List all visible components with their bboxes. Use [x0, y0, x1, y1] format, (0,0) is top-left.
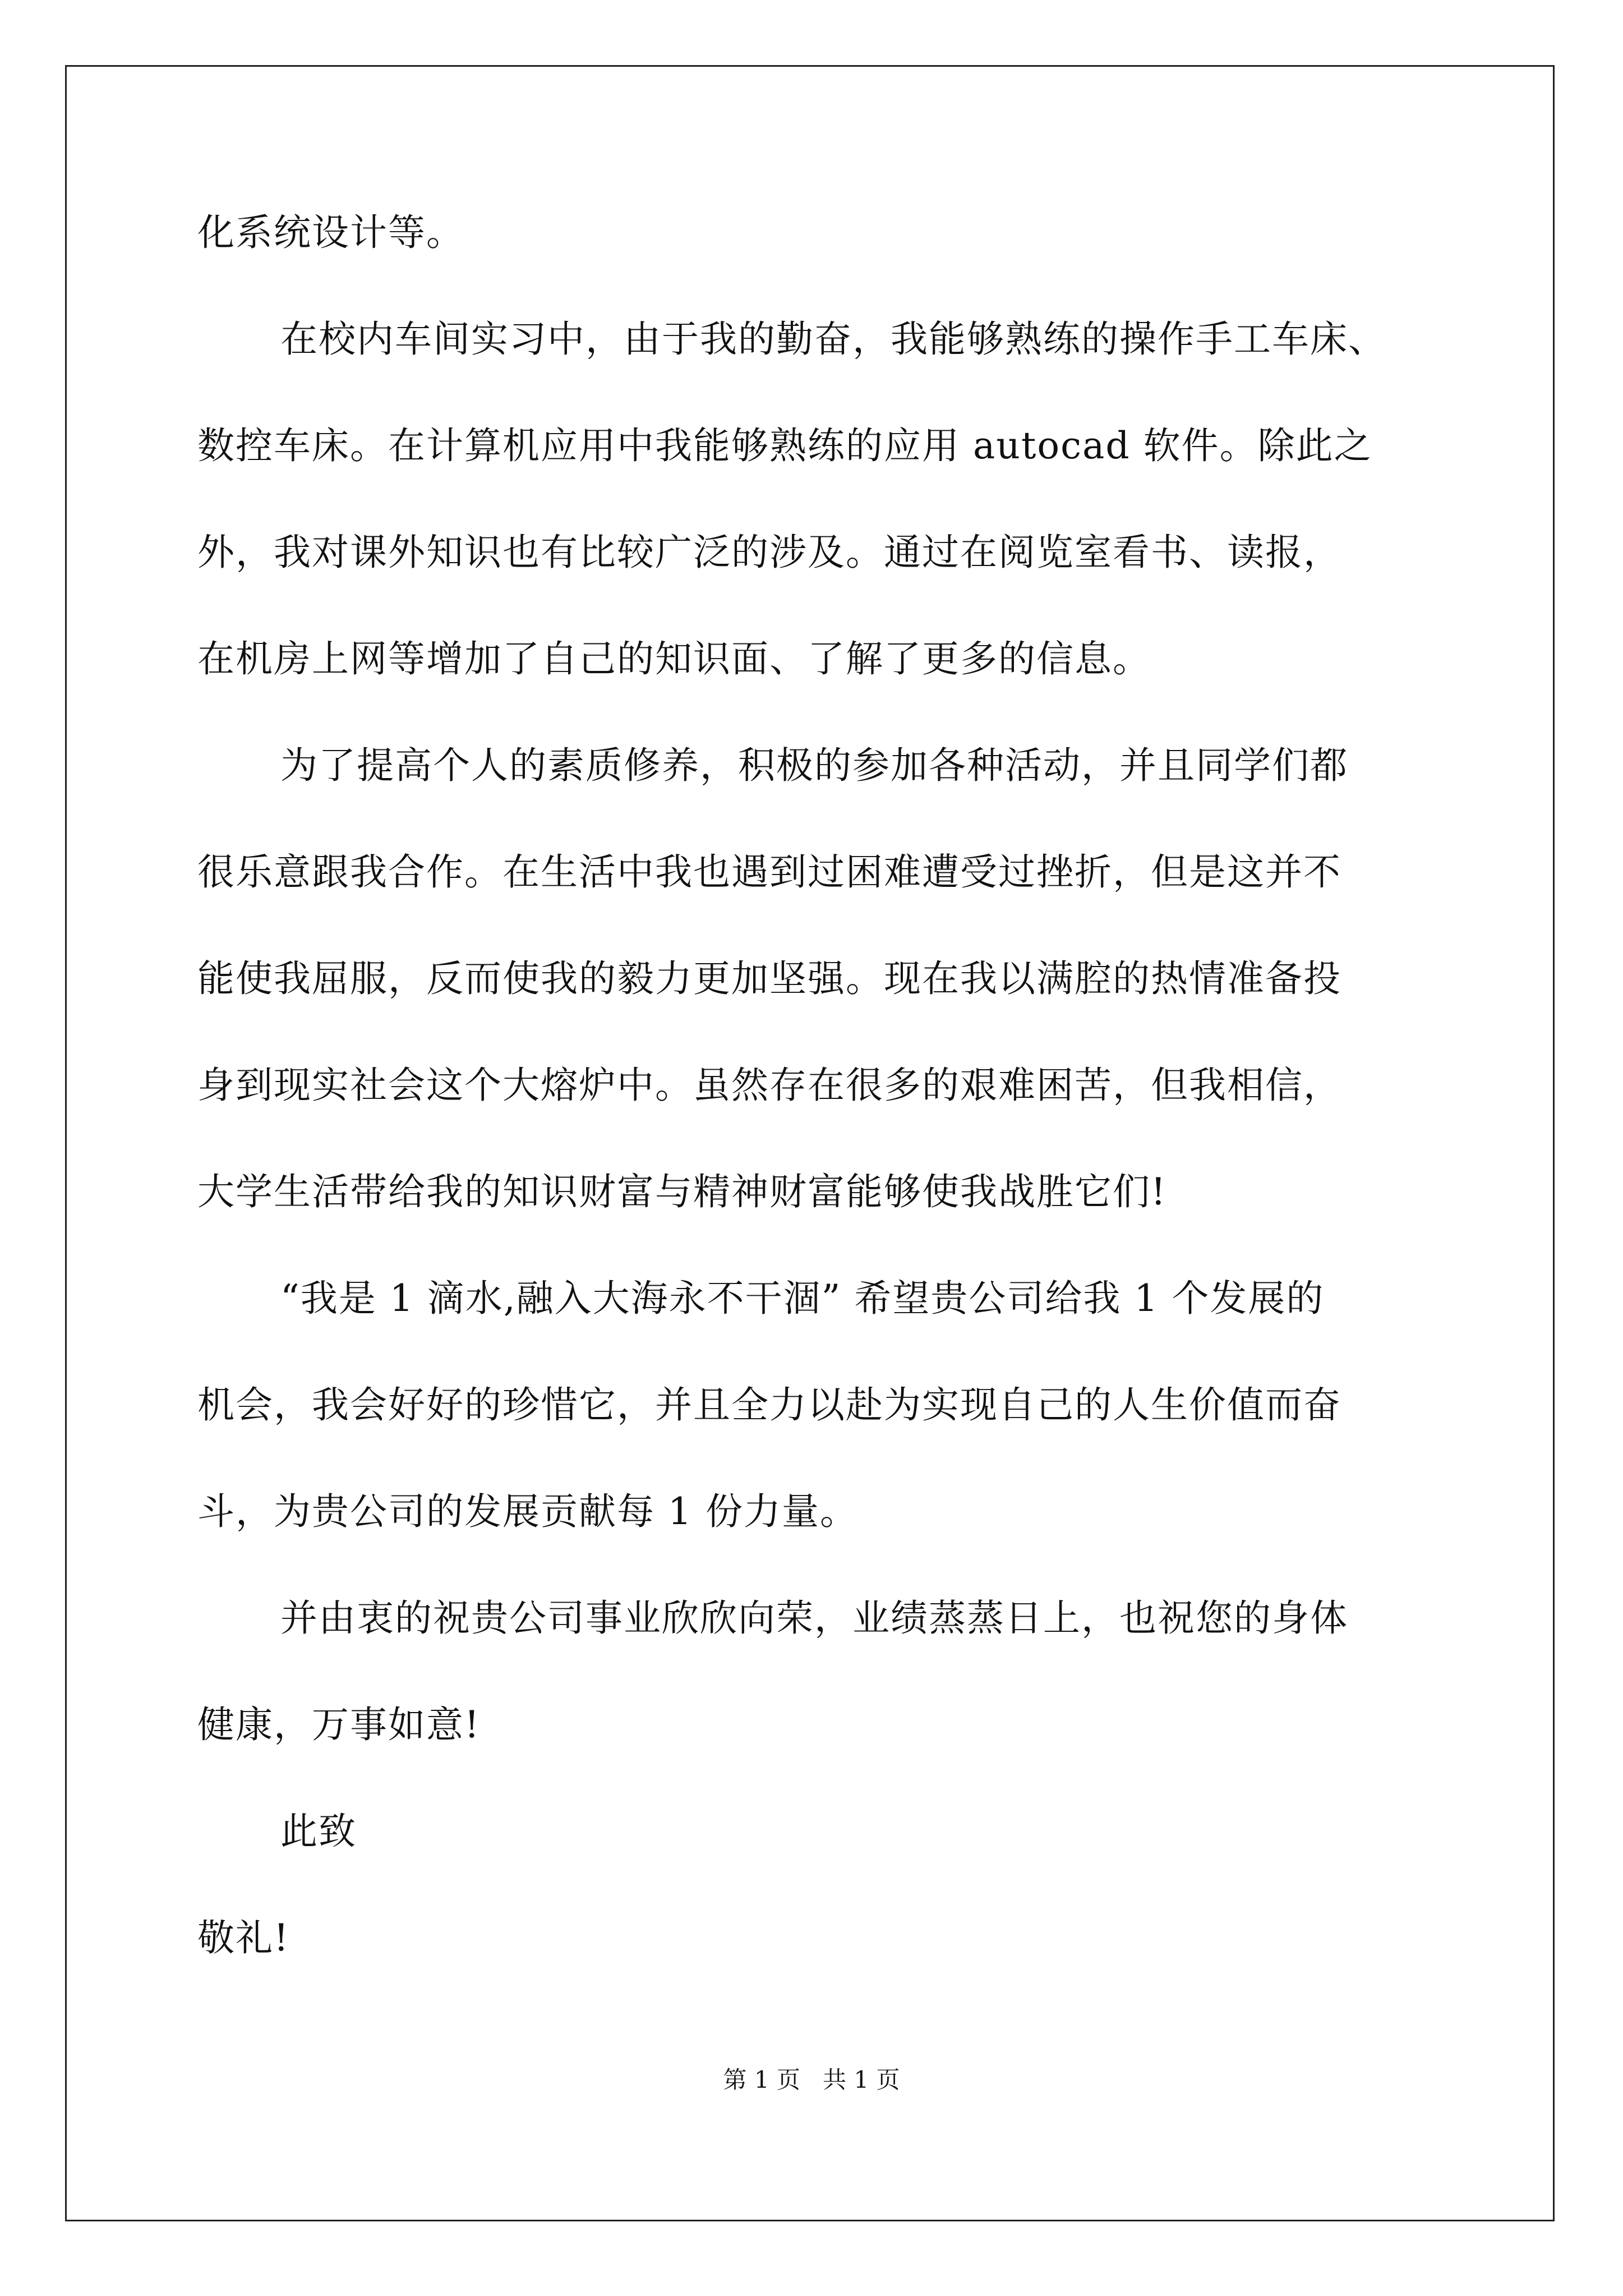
closing-salutation: 此致 — [280, 1810, 357, 1853]
closing-regards: 敬礼! — [197, 1916, 290, 1959]
text-line: 很乐意跟我合作。在生活中我也遇到过困难遭受过挫折，但是这并不 — [197, 850, 1341, 894]
text-line: 斗，为贵公司的发展贡献每 1 份力量。 — [197, 1490, 858, 1533]
text-line: 化系统设计等。 — [197, 211, 464, 254]
text-line: 健康，万事如意! — [197, 1703, 481, 1746]
text-line: 数控车床。在计算机应用中我能够熟练的应用 autocad 软件。除此之 — [197, 424, 1372, 467]
text-line: 大学生活带给我的知识财富与精神财富能够使我战胜它们! — [197, 1170, 1167, 1213]
text-line: 在机房上网等增加了自己的知识面、了解了更多的信息。 — [197, 637, 1151, 680]
text-line: 机会，我会好好的珍惜它，并且全力以赴为实现自己的人生价值而奋 — [197, 1383, 1341, 1427]
page-number-footer: 第 1 页 共 1 页 — [723, 2066, 900, 2093]
text-line: 外，我对课外知识也有比较广泛的涉及。通过在阅览室看书、读报， — [197, 531, 1341, 574]
text-line: 为了提高个人的素质修养，积极的参加各种活动，并且同学们都 — [280, 744, 1348, 787]
text-line: “我是 1 滴水,融入大海永不干涸” 希望贵公司给我 1 个发展的 — [280, 1277, 1325, 1320]
text-line: 在校内车间实习中，由于我的勤奋，我能够熟练的操作手工车床、 — [280, 318, 1386, 361]
text-line: 并由衷的祝贵公司事业欣欣向荣，业绩蒸蒸日上，也祝您的身体 — [280, 1596, 1348, 1640]
text-line: 能使我屈服，反而使我的毅力更加坚强。现在我以满腔的热情准备投 — [197, 957, 1341, 1000]
text-line: 身到现实社会这个大熔炉中。虽然存在很多的艰难困苦，但我相信， — [197, 1064, 1341, 1107]
page-border — [65, 65, 1555, 2221]
